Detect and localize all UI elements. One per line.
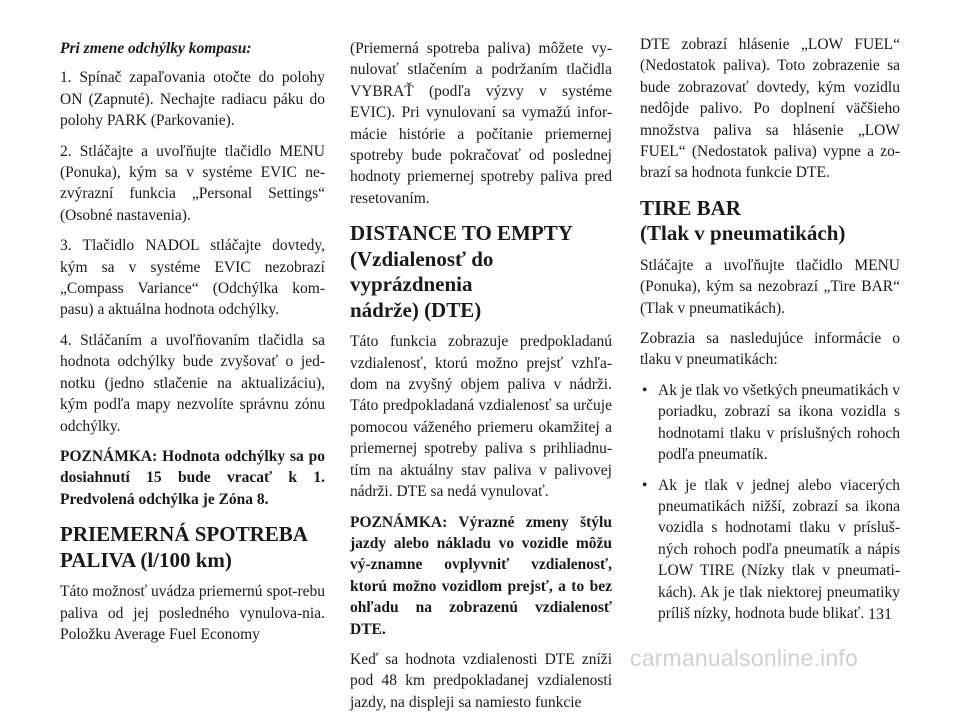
- column-middle: [350, 38, 612, 722]
- heading-line: PALIVA (l/100 km): [60, 547, 232, 572]
- low-fuel-text: DTE zobrazí hlásenie „LOW FUEL“ (Nedostatok paliva). Toto zobrazenie sa bude zobrazovať dovtedy, kým vozidlu nedôjde palivo. Po doplnení väčšieho množstva paliva sa hlásenie „LOW FUEL“ (Nedostatok paliva) vypne a zo-brazí sa hodnota funkcie DTE.: [640, 36, 900, 182]
- compass-variance-lead: Pri zmene odchýlky kompasu:: [60, 40, 252, 57]
- tire-bar-heading: [640, 196, 900, 247]
- heading-line: TIRE BAR: [640, 195, 741, 220]
- heading-line: PRIEMERNÁ SPOTREBA: [60, 522, 308, 547]
- step-2: 2. Stláčajte a uvoľňujte tlačidlo MENU (Ponuka), kým sa v systéme EVIC ne-zvýrazní funkcia „Personal Settings“ (Osobné nastavenia).: [60, 142, 325, 224]
- watermark: carmanualsonline.info: [630, 645, 858, 671]
- dte-note: POZNÁMKA: Výrazné zmeny štýlu jazdy alebo nákladu vo vozidle môžu vý-znamne ovplyvniť vzdialenosť, ktorú možno vozidlom prejsť, a to bez ohľadu na zobrazenú vzdialenosť DTE.: [350, 513, 612, 638]
- tire-bar-instruction: Stláčajte a uvoľňujte tlačidlo MENU (Ponuka), kým sa nezobrazí „Tire BAR“ (Tlak v pneumatikách).: [640, 256, 900, 317]
- step-1: 1. Spínač zapaľovania otočte do polohy ON (Zapnuté). Nechajte radiacu páku do polohy PARK (Parkovanie).: [60, 69, 325, 130]
- column-left: [60, 38, 325, 654]
- column-right: [640, 34, 900, 633]
- heading-line: (Tlak v pneumatikách): [640, 221, 846, 246]
- average-fuel-economy-heading: [60, 522, 325, 573]
- tire-info-list: [640, 380, 900, 624]
- list-item: • Ak je tlak vo všetkých pneumatikách v poriadku, zobrazí sa ikona vozidla s hodnotami tlaku v príslušných rohoch podľa pneumatík.: [640, 380, 900, 466]
- dte-low-text: Keď sa hodnota vzdialenosti DTE zníži pod 48 km predpokladanej vzdialenosti jazdy, na displeji sa namiesto funkcie: [350, 650, 612, 711]
- distance-to-empty-heading: [350, 221, 612, 323]
- step-3: 3. Tlačidlo NADOL stláčajte dovtedy, kým sa v systéme EVIC nezobrazí „Compass Variance“ (Odchýlka kom-pasu) a aktuálna hodnota odchýlky.: [60, 237, 325, 319]
- average-fuel-economy-text: Táto možnosť uvádza priemernú spot-rebu paliva od jej posledného vynulova-nia. Položku Average Fuel Economy: [60, 583, 325, 643]
- heading-line: DISTANCE TO EMPTY: [350, 221, 573, 246]
- page-number: 131: [868, 606, 892, 623]
- reset-info-text: (Priemerná spotreba paliva) môžete vy-nulovať stlačením a podržaním tlačidla VYBRAŤ (podľa výzvy v systéme EVIC). Pri vynulovaní sa vymažú infor-mácie histórie a počítanie priemernej spotreby bude pokračovať od poslednej hodnoty priemernej spotreby paliva pred resetovaním.: [350, 40, 612, 207]
- dte-description: Táto funkcia zobrazuje predpokladanú vzdialenosť, ktorú možno prejsť vzhľa-dom na zvyšný objem paliva v nádrži. Táto predpokladaná vzdialenosť sa určuje pomocou váženého priemeru okamžitej a priemernej spotreby paliva s prihliadnu-tím na aktuálny stav paliva v palivovej nádrži. DTE sa nedá vynulovať.: [350, 333, 612, 501]
- variance-note: POZNÁMKA: Hodnota odchýlky sa po dosiahnutí 15 bude vracať k 1. Predvolená odchýlka je Zóna 8.: [60, 447, 325, 508]
- tire-info-intro: Zobrazia sa nasledujúce informácie o tlaku v pneumatikách:: [640, 330, 900, 369]
- heading-line: nádrže) (DTE): [350, 297, 482, 322]
- step-4: 4. Stláčaním a uvoľňovaním tlačidla sa hodnota odchýlky bude zvyšovať o jed-notku (jedno stlačenie na aktualizáciu), kým podľa mapy nezvolíte správnu zónu odchýlky.: [60, 331, 325, 435]
- heading-line: (Vzdialenosť do vyprázdnenia: [350, 246, 494, 297]
- list-item: • Ak je tlak v jednej alebo viacerých pneumatikách nižší, zobrazí sa ikona vozidla s hodnotami tlaku v prísluš-ných rohoch podľa pneumatík a nápis LOW TIRE (Nízky tlak v pneumati-kách). Ak je tlak niektorej pneumatiky príliš nízky, hodnota bude blikať.: [640, 475, 900, 625]
